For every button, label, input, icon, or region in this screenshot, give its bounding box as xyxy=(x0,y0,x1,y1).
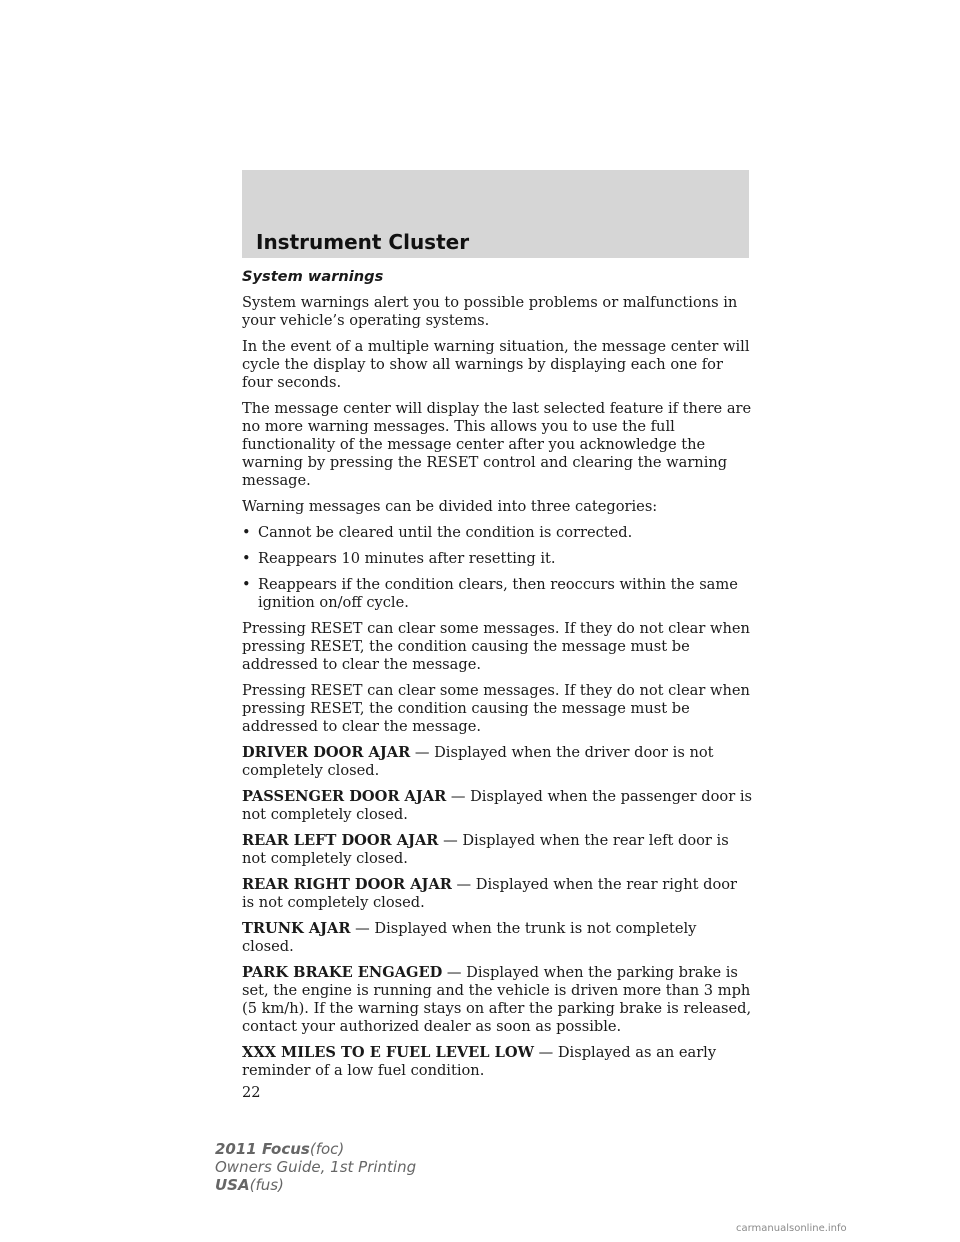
watermark: carmanualsonline.info xyxy=(736,1223,847,1234)
warning-message-entry xyxy=(242,832,752,868)
list-item-text: Reappears 10 minutes after resetting it. xyxy=(258,550,556,567)
section-header-band xyxy=(242,170,749,258)
warning-message-desc: — Displayed when the passenger door is not completely closed. xyxy=(242,788,752,823)
warning-message-entry xyxy=(242,744,752,780)
warning-message-desc: — Displayed when the rear right door is not completely closed. xyxy=(242,876,738,911)
page-content xyxy=(242,268,752,1102)
warning-message-term: TRUNK AJAR xyxy=(242,920,351,937)
warning-message-term: PASSENGER DOOR AJAR xyxy=(242,788,447,805)
footer-line xyxy=(215,1140,416,1158)
list-item xyxy=(242,524,752,542)
paragraph: The message center will display the last selected feature if there are no more warning messages. This allows you to use the full functionality of the message center after you acknowledge the warning by pressing the RESET control and clearing the warning message. xyxy=(242,400,752,489)
bullet-icon: • xyxy=(242,550,251,567)
warning-message-term: REAR LEFT DOOR AJAR xyxy=(242,832,439,849)
list-item-text: Cannot be cleared until the condition is corrected. xyxy=(258,524,633,541)
warning-message-entry xyxy=(242,788,752,824)
section-title: System warnings xyxy=(242,268,384,285)
warning-message-term: REAR RIGHT DOOR AJAR xyxy=(242,876,452,893)
page-number: 22 xyxy=(242,1084,261,1101)
warning-message-desc: — Displayed when the driver door is not completely closed. xyxy=(242,744,714,779)
warning-message-desc: — Displayed when the trunk is not completely closed. xyxy=(242,920,697,955)
footer-line: Owners Guide, 1st Printing xyxy=(215,1158,417,1176)
bullet-icon: • xyxy=(242,576,251,593)
footer-region: USA xyxy=(215,1176,250,1194)
paragraph: Pressing RESET can clear some messages. If they do not clear when pressing RESET, the condition causing the message must be addressed to clear the message. xyxy=(242,620,750,673)
warning-message-desc: — Displayed when the rear left door is not completely closed. xyxy=(242,832,729,867)
paragraph: Pressing RESET can clear some messages. If they do not clear when pressing RESET, the condition causing the message must be addressed to clear the message. xyxy=(242,682,750,735)
warning-message-desc: — Displayed when the parking brake is set, the engine is running and the vehicle is driven more than 3 mph (5 km/h). If the warning stays on after the parking brake is released, contact your authorized dealer as soon as possible. xyxy=(242,964,752,1035)
bullet-icon: • xyxy=(242,524,251,541)
list-item-text: Reappears if the condition clears, then reoccurs within the same ignition on/off cycle. xyxy=(258,576,738,611)
paragraph: System warnings alert you to possible problems or malfunctions in your vehicle’s operating systems. xyxy=(242,294,738,329)
list-item xyxy=(242,550,752,568)
warning-message-entry xyxy=(242,920,752,956)
list-item xyxy=(242,576,752,612)
paragraph: In the event of a multiple warning situation, the message center will cycle the display to show all warnings by displaying each one for four seconds. xyxy=(242,338,750,391)
paragraph: Warning messages can be divided into three categories: xyxy=(242,498,658,515)
warning-message-term: XXX MILES TO E FUEL LEVEL LOW xyxy=(242,1044,534,1061)
footer-model: 2011 Focus xyxy=(215,1140,310,1158)
footer-line xyxy=(215,1176,416,1194)
warning-message-term: DRIVER DOOR AJAR xyxy=(242,744,411,761)
warning-message-entry xyxy=(242,964,752,1036)
warning-message-desc: — Displayed as an early reminder of a low fuel condition. xyxy=(242,1044,717,1079)
chapter-title: Instrument Cluster xyxy=(256,230,470,254)
footer-region-code: (fus) xyxy=(249,1176,284,1194)
document-footer xyxy=(215,1140,416,1194)
footer-code: (foc) xyxy=(309,1140,345,1158)
warning-message-entry xyxy=(242,1044,752,1080)
warning-message-entry xyxy=(242,876,752,912)
warning-message-term: PARK BRAKE ENGAGED xyxy=(242,964,443,981)
